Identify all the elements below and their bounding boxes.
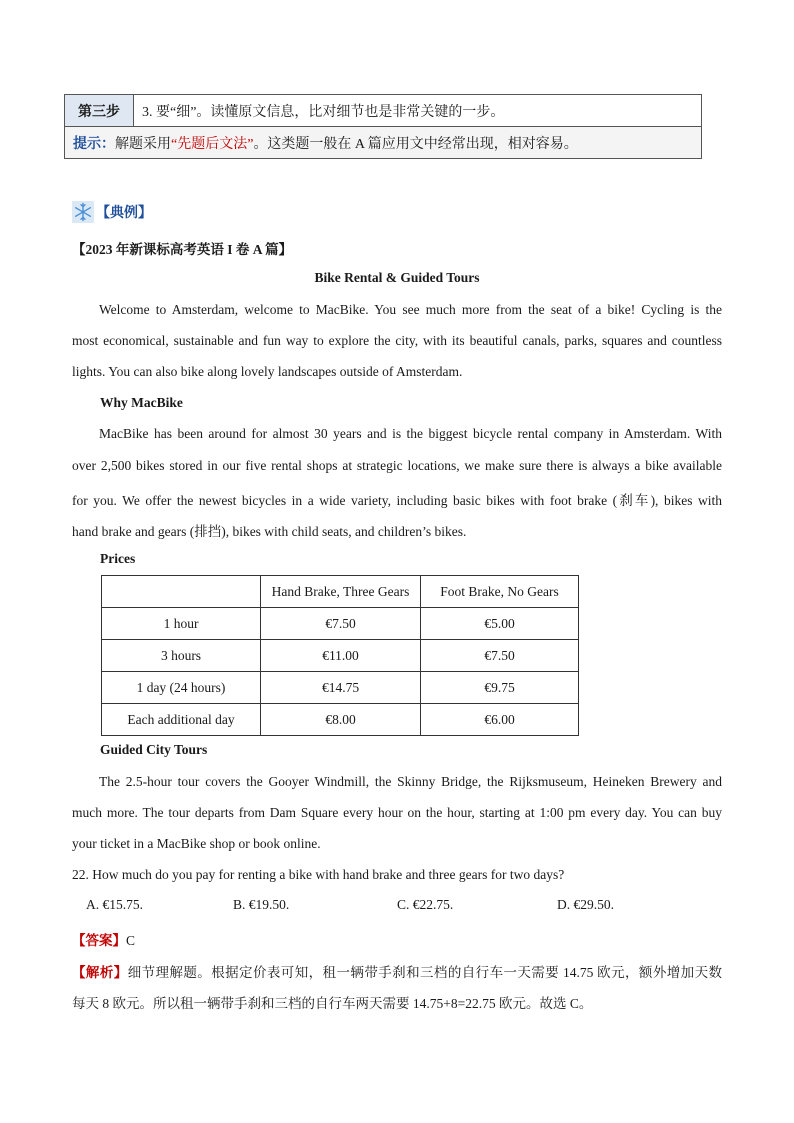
example-label: 【典例】 bbox=[96, 206, 152, 221]
paragraph-2-line-4: hand brake and gears (排挡), bikes with child seats, and children’s bikes. bbox=[72, 524, 467, 539]
analysis-line-2: 每天 8 欧元。所以租一辆带手刹和三档的自行车两天需要 14.75+8=22.75 欧元。故选 C。 bbox=[72, 996, 593, 1011]
tip-label: 提示： bbox=[73, 136, 115, 152]
table-cell: €9.75 bbox=[421, 672, 579, 704]
heading-why-macbike: Why MacBike bbox=[100, 395, 183, 410]
exam-source: 【2023 年新课标高考英语 I 卷 A 篇】 bbox=[72, 242, 293, 257]
table-cell: Each additional day bbox=[102, 704, 261, 736]
paragraph-2-line-2: over 2,500 bikes stored in our five rental shops at strategic locations, we make sure there is always a bike available bbox=[72, 458, 722, 473]
paragraph-3-line-2: much more. The tour departs from Dam Square every hour on the hour, starting at 1:00 pm every day. You can buy bbox=[72, 805, 722, 820]
answer-value: C bbox=[126, 933, 136, 948]
table-cell: €8.00 bbox=[261, 704, 421, 736]
analysis-text-1: 细节理解题。根据定价表可知，租一辆带手刹和三档的自行车一天需要 14.75 欧元，额外增加天数 bbox=[127, 965, 723, 980]
table-cell: €7.50 bbox=[261, 608, 421, 640]
table-header-cell: Foot Brake, No Gears bbox=[421, 576, 579, 608]
table-row bbox=[102, 704, 579, 736]
table-header-cell: Hand Brake, Three Gears bbox=[261, 576, 421, 608]
paragraph-3-line-3: your ticket in a MacBike shop or book online. bbox=[72, 836, 321, 851]
step-text: 3. 要“细”。读懂原文信息，比对细节也是非常关键的一步。 bbox=[134, 95, 702, 127]
table-cell: 1 day (24 hours) bbox=[102, 672, 261, 704]
table-row bbox=[102, 640, 579, 672]
analysis-line-1 bbox=[72, 961, 722, 981]
heading-prices: Prices bbox=[100, 551, 136, 566]
table-row bbox=[102, 608, 579, 640]
paragraph-1-line-3: lights. You can also bike along lovely landscapes outside of Amsterdam. bbox=[72, 364, 463, 379]
snowflake-icon bbox=[72, 201, 94, 223]
tip-text-pre: 解题采用 bbox=[115, 136, 171, 152]
paragraph-1-line-1: Welcome to Amsterdam, welcome to MacBike. You see much more from the seat of a bike! Cycling is the bbox=[99, 302, 722, 317]
answer-label: 【答案】 bbox=[72, 933, 126, 948]
paragraph-3-line-1: The 2.5-hour tour covers the Gooyer Windmill, the Skinny Bridge, the Rijksmuseum, Heineken Brewery and bbox=[99, 774, 722, 789]
table-cell: €5.00 bbox=[421, 608, 579, 640]
option-c: C. €22.75. bbox=[397, 897, 454, 912]
price-table bbox=[101, 575, 579, 736]
option-b: B. €19.50. bbox=[233, 897, 290, 912]
tip-row bbox=[65, 127, 702, 159]
table-row bbox=[102, 672, 579, 704]
answer-options bbox=[0, 897, 794, 917]
passage-title: Bike Rental & Guided Tours bbox=[314, 270, 480, 285]
analysis-label: 【解析】 bbox=[72, 965, 128, 980]
tip-text-post: 。这类题一般在 A 篇应用文中经常出现，相对容易。 bbox=[253, 136, 578, 152]
paragraph-2-line-3: for you. We offer the newest bicycles in a wide variety, including basic bikes with foot brake (刹车), bikes with bbox=[72, 493, 722, 508]
table-header-cell bbox=[102, 576, 261, 608]
table-cell: €14.75 bbox=[261, 672, 421, 704]
answer-line bbox=[72, 929, 135, 949]
option-d: D. €29.50. bbox=[557, 897, 614, 912]
table-header-row bbox=[102, 576, 579, 608]
paragraph-1-line-2: most economical, sustainable and fun way to explore the city, with its beautiful canals, parks, squares and countless bbox=[72, 333, 722, 348]
option-a: A. €15.75. bbox=[86, 897, 143, 912]
example-heading bbox=[72, 198, 152, 226]
step-box bbox=[64, 94, 702, 159]
question-text: 22. How much do you pay for renting a bike with hand brake and three gears for two days? bbox=[72, 867, 565, 882]
step-label: 第三步 bbox=[65, 95, 134, 127]
heading-guided-tours: Guided City Tours bbox=[100, 742, 208, 757]
paragraph-2-line-1: MacBike has been around for almost 30 years and is the biggest bicycle rental company in Amsterdam. With bbox=[99, 426, 722, 441]
table-cell: 3 hours bbox=[102, 640, 261, 672]
table-cell: €7.50 bbox=[421, 640, 579, 672]
table-cell: 1 hour bbox=[102, 608, 261, 640]
tip-highlight: “先题后文法” bbox=[171, 136, 254, 152]
table-cell: €11.00 bbox=[261, 640, 421, 672]
table-cell: €6.00 bbox=[421, 704, 579, 736]
